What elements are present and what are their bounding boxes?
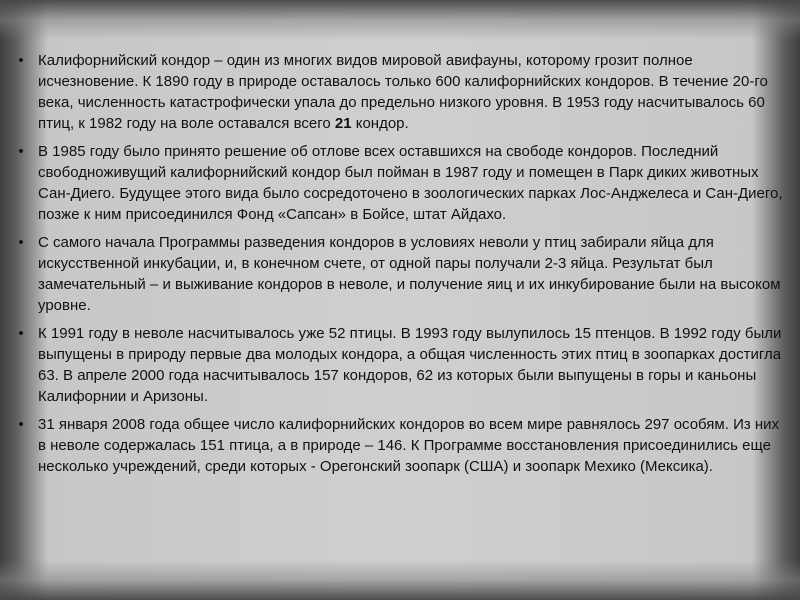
bullet-marker-3: • bbox=[18, 234, 24, 251]
bullet-item-3 bbox=[12, 232, 788, 316]
bullet-text-3: С самого начала Программы разведения кондоров в условиях неволи у птиц забирали яйца для искусственной инкубации, и, в конечном счете, от одной пары получали 2-3 яйца. Результат был замечательный – и выживание кондоров в неволе, и получение яиц и их инкубирование были на высоком уровне. bbox=[38, 234, 781, 314]
bullet-text-1-before: Калифорнийский кондор – один из многих видов мировой авифауны, которому грозит полное исчезновение. К 1890 году в природе оставалось только 600 калифорнийских кондоров. В течение 20-го века, численность катастрофически упала до предельно низкого уровня. В 1953 году насчитывалось 60 птиц, к 1982 году на воле оставался всего bbox=[38, 52, 768, 132]
bullet-text-4: К 1991 году в неволе насчитывалось уже 52 птицы. В 1993 году вылупилось 15 птенцов. В 1992 году были выпущены в природу первые два молодых кондора, а общая численность этих птиц в зоопарках достигла 63. В апреле 2000 года насчитывалось 157 кондоров, 62 из которых были выпущены в горы и каньоны Калифорнии и Аризоны. bbox=[38, 325, 782, 405]
bullet-marker-4: • bbox=[18, 325, 24, 342]
slide-content bbox=[12, 50, 788, 484]
bullet-marker-2: • bbox=[18, 143, 24, 160]
bullet-text-2: В 1985 году было принято решение об отлове всех оставшихся на свободе кондоров. Последний свободноживущий калифорнийский кондор был пойман в 1987 году и помещен в Парк диких животных Сан-Диего. Будущее этого вида было сосредоточено в зоологических парках Лос-Анджелеса и Сан-Диего, позже к ним присоединился Фонд «Сапсан» в Бойсе, штат Айдахо. bbox=[38, 143, 783, 223]
bullet-item-4 bbox=[12, 323, 788, 407]
bullet-item-5 bbox=[12, 414, 788, 477]
bullet-text-1-after: кондор. bbox=[351, 115, 409, 132]
bullet-marker-5: • bbox=[18, 416, 24, 433]
bullet-marker-1: • bbox=[18, 52, 24, 69]
bullet-item-1 bbox=[12, 50, 788, 134]
bullet-text-5: 31 января 2008 года общее число калифорнийских кондоров во всем мире равнялось 297 особям. Из них в неволе содержалась 151 птица, а в природе – 146. К Программе восстановления присоединились еще несколько учреждений, среди которых - Орегонский зоопарк (США) и зоопарк Мехико (Мексика). bbox=[38, 416, 780, 475]
bullet-item-2 bbox=[12, 141, 788, 225]
bullet-list bbox=[12, 50, 788, 477]
bullet-text-1-bold-value: 21 bbox=[334, 115, 352, 132]
